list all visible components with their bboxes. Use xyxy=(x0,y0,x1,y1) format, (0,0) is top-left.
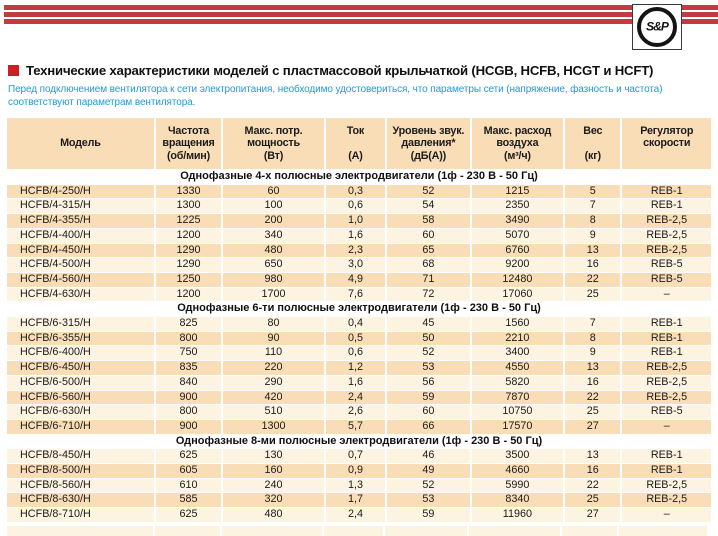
value-cell: REB-1 xyxy=(622,185,711,199)
value-cell: 610 xyxy=(156,479,221,493)
value-cell: 290 xyxy=(223,376,324,390)
value-cell: 980 xyxy=(223,273,324,287)
value-cell: REB-5 xyxy=(622,273,711,287)
value-cell: 8 xyxy=(565,332,620,346)
model-cell: HCFB/6-630/H xyxy=(7,405,154,419)
value-cell: 2350 xyxy=(472,199,564,213)
cut-off-cell xyxy=(619,526,707,536)
table-row xyxy=(7,273,711,287)
value-cell: 5,7 xyxy=(326,420,385,434)
value-cell: 90 xyxy=(223,332,324,346)
value-cell: 50 xyxy=(387,332,469,346)
value-cell: 2,6 xyxy=(326,405,385,419)
table-row xyxy=(7,493,711,507)
model-cell: HCFB/8-500/H xyxy=(7,464,154,478)
value-cell: 25 xyxy=(565,493,620,507)
value-cell: 1300 xyxy=(156,199,221,213)
table-row xyxy=(7,420,711,434)
brand-stripes xyxy=(4,5,718,26)
section-heading: Однофазные 8-ми полюсные электродвигатели (1ф - 230 В - 50 Гц) xyxy=(7,435,711,449)
value-cell: REB-5 xyxy=(622,405,711,419)
model-cell: HCFB/6-355/H xyxy=(7,332,154,346)
model-cell: HCFB/4-250/H xyxy=(7,185,154,199)
value-cell: 2,4 xyxy=(326,391,385,405)
value-cell: 71 xyxy=(387,273,469,287)
value-cell: 0,3 xyxy=(326,185,385,199)
value-cell: – xyxy=(622,420,711,434)
section-title-row xyxy=(8,63,653,78)
value-cell: 7,6 xyxy=(326,288,385,302)
cut-off-cell xyxy=(155,526,220,536)
value-cell: REB-1 xyxy=(622,464,711,478)
value-cell: 4550 xyxy=(472,361,564,375)
model-cell: HCFB/8-710/H xyxy=(7,508,154,522)
value-cell: 240 xyxy=(223,479,324,493)
value-cell: 900 xyxy=(156,391,221,405)
value-cell: 25 xyxy=(565,405,620,419)
value-cell: 1,0 xyxy=(326,214,385,228)
value-cell: 340 xyxy=(223,229,324,243)
value-cell: 1290 xyxy=(156,244,221,258)
value-cell: 1,2 xyxy=(326,361,385,375)
table-row xyxy=(7,391,711,405)
cut-off-next-row xyxy=(7,526,707,536)
column-header: Макс. расход воздуха (м³/ч) xyxy=(472,118,564,169)
table-row xyxy=(7,199,711,213)
value-cell: 625 xyxy=(156,508,221,522)
model-cell: HCFB/4-630/H xyxy=(7,288,154,302)
table-row xyxy=(7,449,711,463)
value-cell: 0,6 xyxy=(326,346,385,360)
value-cell: 2210 xyxy=(472,332,564,346)
value-cell: 160 xyxy=(223,464,324,478)
value-cell: 1290 xyxy=(156,258,221,272)
cut-off-cell xyxy=(324,526,383,536)
value-cell: REB-1 xyxy=(622,199,711,213)
value-cell: REB-2,5 xyxy=(622,229,711,243)
red-stripe xyxy=(4,5,718,10)
value-cell: 60 xyxy=(387,405,469,419)
value-cell: REB-2,5 xyxy=(622,391,711,405)
value-cell: REB-2,5 xyxy=(622,361,711,375)
table-row xyxy=(7,464,711,478)
value-cell: 56 xyxy=(387,376,469,390)
value-cell: 4660 xyxy=(472,464,564,478)
value-cell: 6760 xyxy=(472,244,564,258)
value-cell: REB-1 xyxy=(622,449,711,463)
value-cell: 130 xyxy=(223,449,324,463)
value-cell: 13 xyxy=(565,449,620,463)
table-row xyxy=(7,229,711,243)
value-cell: 58 xyxy=(387,214,469,228)
section-heading: Однофазные 6-ти полюсные электродвигатели (1ф - 230 В - 50 Гц) xyxy=(7,302,711,316)
page-title: Технические характеристики моделей с пластмассовой крыльчаткой (HCGB, HCFB, HCGT и HCFT) xyxy=(26,63,654,78)
value-cell: 625 xyxy=(156,449,221,463)
value-cell: 5 xyxy=(565,185,620,199)
value-cell: 68 xyxy=(387,258,469,272)
value-cell: 53 xyxy=(387,493,469,507)
section-heading-row xyxy=(7,302,711,316)
value-cell: 650 xyxy=(223,258,324,272)
title-bullet-icon xyxy=(8,65,19,76)
value-cell: 1300 xyxy=(223,420,324,434)
column-header: Модель xyxy=(7,118,154,169)
value-cell: REB-1 xyxy=(622,317,711,331)
value-cell: 59 xyxy=(387,391,469,405)
value-cell: 320 xyxy=(223,493,324,507)
sp-logo-ring-icon xyxy=(637,7,677,47)
value-cell: 480 xyxy=(223,508,324,522)
value-cell: 420 xyxy=(223,391,324,405)
model-cell: HCFB/6-500/H xyxy=(7,376,154,390)
value-cell: 52 xyxy=(387,479,469,493)
value-cell: 900 xyxy=(156,420,221,434)
value-cell: 8340 xyxy=(472,493,564,507)
model-cell: HCFB/8-450/H xyxy=(7,449,154,463)
value-cell: 60 xyxy=(223,185,324,199)
value-cell: 200 xyxy=(223,214,324,228)
value-cell: 1,7 xyxy=(326,493,385,507)
value-cell: REB-2,5 xyxy=(622,214,711,228)
model-cell: HCFB/4-355/H xyxy=(7,214,154,228)
column-header: Частота вращения (об/мин) xyxy=(156,118,221,169)
model-cell: HCFB/6-400/H xyxy=(7,346,154,360)
value-cell: 60 xyxy=(387,229,469,243)
value-cell: 5990 xyxy=(472,479,564,493)
value-cell: 835 xyxy=(156,361,221,375)
value-cell: 480 xyxy=(223,244,324,258)
value-cell: 3,0 xyxy=(326,258,385,272)
value-cell: 45 xyxy=(387,317,469,331)
value-cell: 11960 xyxy=(472,508,564,522)
value-cell: 2,4 xyxy=(326,508,385,522)
value-cell: 22 xyxy=(565,479,620,493)
value-cell: 825 xyxy=(156,317,221,331)
value-cell: 16 xyxy=(565,464,620,478)
value-cell: 605 xyxy=(156,464,221,478)
model-cell: HCFB/8-560/H xyxy=(7,479,154,493)
value-cell: 0,6 xyxy=(326,199,385,213)
column-header: Вес (кг) xyxy=(565,118,620,169)
value-cell: 17570 xyxy=(472,420,564,434)
value-cell: 5820 xyxy=(472,376,564,390)
column-header: Ток (А) xyxy=(326,118,385,169)
value-cell: 80 xyxy=(223,317,324,331)
column-header: Макс. потр. мощность (Вт) xyxy=(223,118,324,169)
value-cell: 1,6 xyxy=(326,376,385,390)
value-cell: 1215 xyxy=(472,185,564,199)
value-cell: 66 xyxy=(387,420,469,434)
model-cell: HCFB/4-400/H xyxy=(7,229,154,243)
table-row xyxy=(7,332,711,346)
value-cell: 16 xyxy=(565,258,620,272)
value-cell: 0,7 xyxy=(326,449,385,463)
value-cell: 27 xyxy=(565,508,620,522)
model-cell: HCFB/8-630/H xyxy=(7,493,154,507)
value-cell: 5070 xyxy=(472,229,564,243)
value-cell: 220 xyxy=(223,361,324,375)
value-cell: REB-2,5 xyxy=(622,493,711,507)
value-cell: 59 xyxy=(387,508,469,522)
value-cell: 3400 xyxy=(472,346,564,360)
cut-off-cell xyxy=(562,526,617,536)
value-cell: 100 xyxy=(223,199,324,213)
table-header-row xyxy=(7,118,711,169)
model-cell: HCFB/6-560/H xyxy=(7,391,154,405)
value-cell: 9 xyxy=(565,229,620,243)
table-row xyxy=(7,361,711,375)
value-cell: 12480 xyxy=(472,273,564,287)
model-cell: HCFB/4-560/H xyxy=(7,273,154,287)
value-cell: REB-2,5 xyxy=(622,376,711,390)
value-cell: 52 xyxy=(387,185,469,199)
table-row xyxy=(7,479,711,493)
table-row xyxy=(7,244,711,258)
cut-off-cell xyxy=(7,526,153,536)
model-cell: HCFB/6-315/H xyxy=(7,317,154,331)
sp-logo-text: S&P xyxy=(646,19,668,34)
cut-off-cell xyxy=(469,526,560,536)
table-row xyxy=(7,214,711,228)
value-cell: 110 xyxy=(223,346,324,360)
value-cell: 53 xyxy=(387,361,469,375)
value-cell: 1250 xyxy=(156,273,221,287)
value-cell: – xyxy=(622,508,711,522)
value-cell: 1225 xyxy=(156,214,221,228)
value-cell: 10750 xyxy=(472,405,564,419)
table-row xyxy=(7,508,711,522)
column-header: Регулятор скорости xyxy=(622,118,711,169)
value-cell: 49 xyxy=(387,464,469,478)
value-cell: 8 xyxy=(565,214,620,228)
section-heading: Однофазные 4-х полюсные электродвигатели (1ф - 230 В - 50 Гц) xyxy=(7,170,711,184)
model-cell: HCFB/4-315/H xyxy=(7,199,154,213)
section-heading-row xyxy=(7,435,711,449)
value-cell: 1,6 xyxy=(326,229,385,243)
value-cell: 7870 xyxy=(472,391,564,405)
section-heading-row xyxy=(7,170,711,184)
value-cell: 3500 xyxy=(472,449,564,463)
value-cell: 1330 xyxy=(156,185,221,199)
value-cell: REB-2,5 xyxy=(622,244,711,258)
value-cell: 1,3 xyxy=(326,479,385,493)
value-cell: 65 xyxy=(387,244,469,258)
value-cell: 16 xyxy=(565,376,620,390)
value-cell: 1200 xyxy=(156,229,221,243)
value-cell: 1200 xyxy=(156,288,221,302)
model-cell: HCFB/6-710/H xyxy=(7,420,154,434)
cut-off-cell xyxy=(222,526,322,536)
value-cell: REB-1 xyxy=(622,346,711,360)
table-row xyxy=(7,185,711,199)
model-cell: HCFB/6-450/H xyxy=(7,361,154,375)
value-cell: 9 xyxy=(565,346,620,360)
value-cell: 585 xyxy=(156,493,221,507)
value-cell: 2,3 xyxy=(326,244,385,258)
table-row xyxy=(7,317,711,331)
table-row xyxy=(7,288,711,302)
sp-logo xyxy=(632,4,682,50)
value-cell: REB-2,5 xyxy=(622,479,711,493)
column-header: Уровень звук. давления* (дБ(А)) xyxy=(387,118,469,169)
value-cell: 46 xyxy=(387,449,469,463)
value-cell: 17060 xyxy=(472,288,564,302)
value-cell: 0,9 xyxy=(326,464,385,478)
model-cell: HCFB/4-450/H xyxy=(7,244,154,258)
value-cell: 25 xyxy=(565,288,620,302)
table-row xyxy=(7,346,711,360)
value-cell: 0,5 xyxy=(326,332,385,346)
value-cell: 800 xyxy=(156,332,221,346)
spec-table xyxy=(5,117,713,523)
value-cell: REB-1 xyxy=(622,332,711,346)
table-row xyxy=(7,376,711,390)
table-row xyxy=(7,258,711,272)
value-cell: 840 xyxy=(156,376,221,390)
value-cell: 52 xyxy=(387,346,469,360)
cut-off-cell xyxy=(385,526,467,536)
value-cell: 1700 xyxy=(223,288,324,302)
value-cell: 9200 xyxy=(472,258,564,272)
value-cell: 510 xyxy=(223,405,324,419)
table-row xyxy=(7,405,711,419)
value-cell: 7 xyxy=(565,199,620,213)
value-cell: 3490 xyxy=(472,214,564,228)
value-cell: 0,4 xyxy=(326,317,385,331)
red-stripe xyxy=(4,12,718,17)
value-cell: 7 xyxy=(565,317,620,331)
value-cell: 750 xyxy=(156,346,221,360)
value-cell: 22 xyxy=(565,391,620,405)
value-cell: 22 xyxy=(565,273,620,287)
value-cell: 27 xyxy=(565,420,620,434)
value-cell: 13 xyxy=(565,361,620,375)
model-cell: HCFB/4-500/H xyxy=(7,258,154,272)
value-cell: 72 xyxy=(387,288,469,302)
value-cell: 800 xyxy=(156,405,221,419)
red-stripe xyxy=(4,19,718,24)
value-cell: 4,9 xyxy=(326,273,385,287)
value-cell: REB-5 xyxy=(622,258,711,272)
value-cell: 1560 xyxy=(472,317,564,331)
value-cell: – xyxy=(622,288,711,302)
intro-note: Перед подключением вентилятора к сети электропитания, необходимо удостовериться, что параметры сети (напряжение, фазность и частота) соответствуют параметрам вентилятора. xyxy=(8,84,663,108)
value-cell: 13 xyxy=(565,244,620,258)
value-cell: 54 xyxy=(387,199,469,213)
